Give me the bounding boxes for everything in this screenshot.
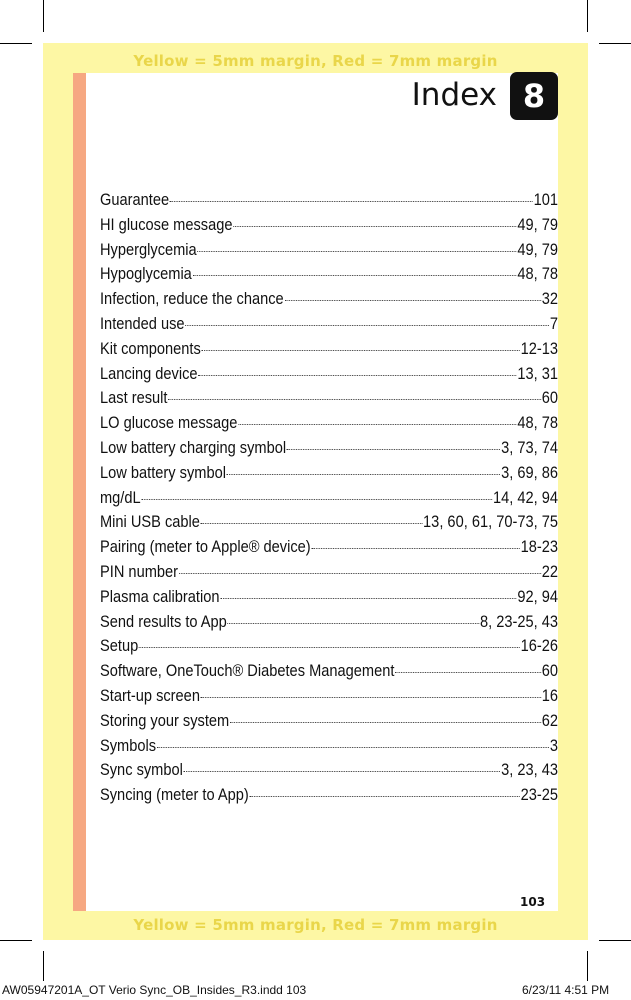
index-term: mg/dL: [100, 487, 141, 507]
index-pages: 101: [533, 190, 558, 209]
index-term: Start-up screen: [100, 685, 200, 705]
index-term: Last result: [100, 388, 168, 408]
dot-leader: [185, 325, 549, 326]
dot-leader: [139, 647, 520, 648]
index-term: Low battery charging symbol: [100, 437, 287, 457]
index-entry: [100, 289, 558, 314]
crop-mark: [0, 43, 32, 44]
date-slug: 6/23/11 4:51 PM: [522, 983, 610, 997]
crop-mark: [43, 0, 44, 32]
dot-leader: [395, 672, 541, 673]
index-entry: [100, 760, 558, 785]
red-margin-strip: [73, 73, 86, 911]
index-entry: [100, 364, 558, 389]
index-entry: [100, 240, 558, 265]
index-entry: [100, 264, 558, 289]
index-pages: 12-13: [520, 338, 558, 358]
dot-leader: [285, 300, 541, 301]
index-pages: 60: [541, 661, 558, 681]
index-pages: 49, 79: [517, 239, 558, 259]
index-pages: 16-26: [520, 636, 558, 656]
dot-leader: [184, 771, 500, 772]
index-term: Mini USB cable: [100, 512, 200, 532]
index-entry: [100, 339, 558, 364]
index-term: Symbols: [100, 735, 157, 755]
dot-leader: [198, 251, 517, 252]
index-entry: [100, 463, 558, 488]
index-entry: [100, 636, 558, 661]
margin-label-top: Yellow = 5mm margin, Red = 7mm margin: [133, 52, 498, 70]
index-pages: 8, 23-25, 43: [479, 611, 558, 631]
index-entry: [100, 661, 558, 686]
index-term: Intended use: [100, 313, 185, 333]
file-slug: AW05947201A_OT Verio Sync_OB_Insides_R3.indd 103: [2, 983, 307, 997]
margin-label-bottom: Yellow = 5mm margin, Red = 7mm margin: [133, 916, 498, 934]
dot-leader: [312, 548, 520, 549]
dot-leader: [179, 573, 541, 574]
index-entry: [100, 388, 558, 413]
index-pages: 22: [541, 561, 558, 581]
index-term: Lancing device: [100, 363, 198, 383]
dot-leader: [233, 226, 516, 227]
index-pages: 3, 69, 86: [501, 462, 558, 482]
index-term: Guarantee: [100, 190, 170, 209]
index-pages: 13, 31: [517, 363, 558, 383]
index-list: [100, 190, 558, 810]
dot-leader: [170, 201, 533, 202]
index-term: Storing your system: [100, 710, 230, 730]
index-pages: 48, 78: [517, 413, 558, 433]
index-pages: 23-25: [520, 785, 558, 805]
index-pages: 14, 42, 94: [492, 487, 558, 507]
crop-mark: [587, 951, 588, 981]
dot-leader: [201, 523, 422, 524]
index-term: HI glucose message: [100, 214, 233, 234]
dot-leader: [220, 598, 516, 599]
index-entry: [100, 736, 558, 761]
index-entry: [100, 215, 558, 240]
index-term: Low battery symbol: [100, 462, 226, 482]
index-entry: [100, 314, 558, 339]
index-entry: [100, 512, 558, 537]
crop-mark: [0, 940, 32, 941]
index-entry: [100, 711, 558, 736]
index-pages: 92, 94: [517, 586, 558, 606]
index-pages: 16: [541, 685, 558, 705]
index-term: PIN number: [100, 561, 179, 581]
index-term: Setup: [100, 636, 139, 656]
index-entry: [100, 537, 558, 562]
index-term: Hyperglycemia: [100, 239, 197, 259]
index-term: LO glucose message: [100, 413, 238, 433]
index-pages: 48, 78: [517, 264, 558, 284]
dot-leader: [250, 796, 520, 797]
index-term: Pairing (meter to Apple® device): [100, 537, 311, 557]
index-entry: [100, 190, 558, 215]
index-pages: 7: [549, 313, 558, 333]
dot-leader: [193, 275, 517, 276]
index-pages: 18-23: [520, 537, 558, 557]
index-term: Sync symbol: [100, 760, 183, 780]
crop-mark: [43, 951, 44, 981]
dot-leader: [202, 350, 520, 351]
index-entry: [100, 488, 558, 513]
index-entry: [100, 438, 558, 463]
dot-leader: [238, 424, 516, 425]
index-pages: 3, 73, 74: [501, 437, 558, 457]
dot-leader: [198, 375, 516, 376]
index-entry: [100, 686, 558, 711]
index-entry: [100, 562, 558, 587]
index-pages: 3, 23, 43: [501, 760, 558, 780]
crop-mark: [599, 940, 631, 941]
index-term: Infection, reduce the chance: [100, 289, 284, 309]
crop-mark: [599, 43, 631, 44]
index-term: Syncing (meter to App): [100, 785, 249, 805]
dot-leader: [168, 399, 541, 400]
index-pages: 32: [541, 289, 558, 309]
crop-mark: [587, 0, 588, 32]
index-pages: 60: [541, 388, 558, 408]
index-term: Hypoglycemia: [100, 264, 192, 284]
index-pages: 49, 79: [517, 214, 558, 234]
chapter-number-badge: 8: [510, 72, 558, 120]
index-entry: [100, 413, 558, 438]
dot-leader: [287, 449, 500, 450]
index-entry: [100, 785, 558, 810]
index-term: Send results to App: [100, 611, 227, 631]
index-term: Software, OneTouch® Diabetes Management: [100, 661, 395, 681]
index-entry: [100, 587, 558, 612]
index-term: Kit components: [100, 338, 201, 358]
dot-leader: [201, 697, 541, 698]
index-pages: 3: [549, 735, 558, 755]
index-entry: [100, 612, 558, 637]
index-pages: 13, 60, 61, 70-73, 75: [423, 512, 558, 532]
index-term: Plasma calibration: [100, 586, 220, 606]
dot-leader: [157, 747, 549, 748]
dot-leader: [141, 499, 492, 500]
dot-leader: [227, 474, 500, 475]
dot-leader: [230, 722, 541, 723]
index-pages: 62: [541, 710, 558, 730]
page-title: Index: [411, 77, 497, 113]
dot-leader: [228, 623, 479, 624]
page-number: 103: [520, 895, 546, 909]
